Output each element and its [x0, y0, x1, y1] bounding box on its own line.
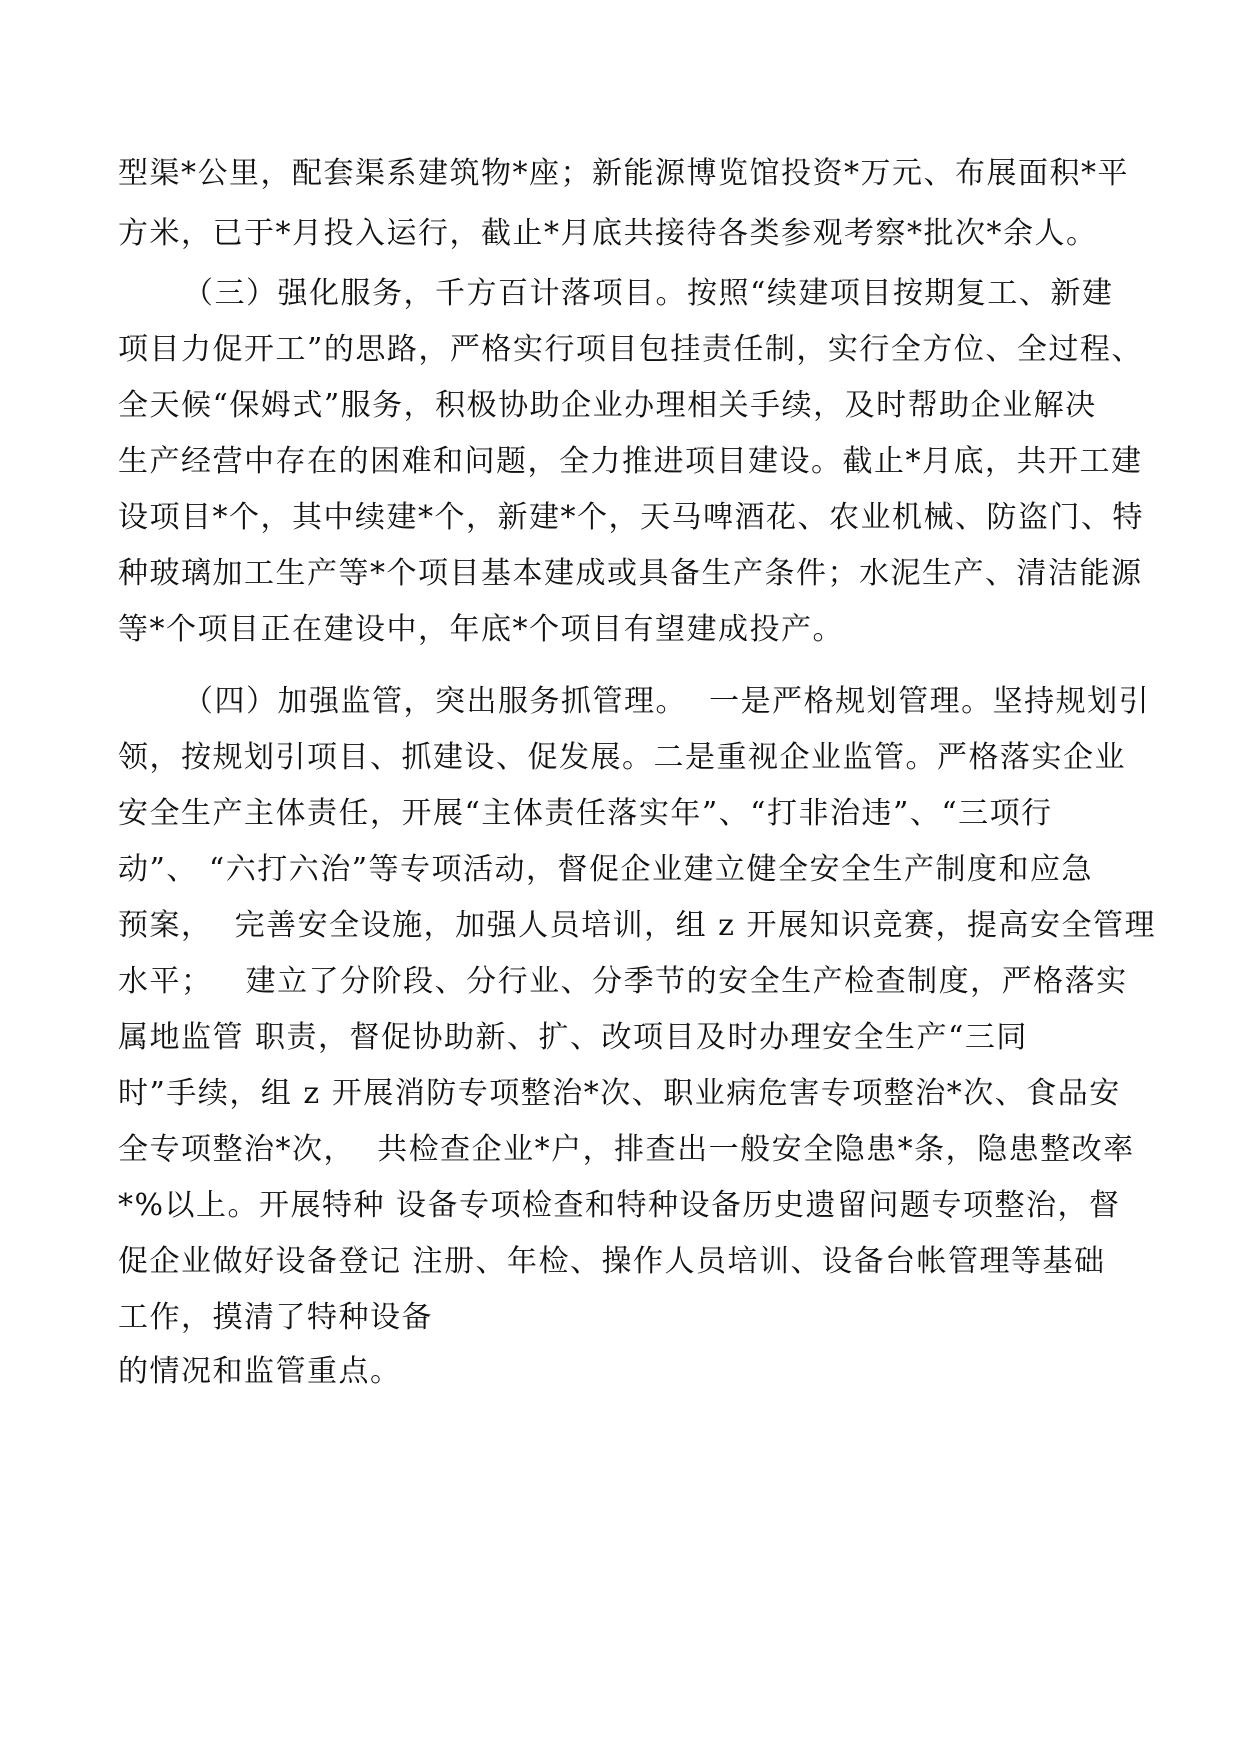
- text-line: 属地监管 职责，督促协助新、扩、改项目及时办理安全生产“三同: [118, 1020, 1028, 1055]
- text-line: 促企业做好设备登记 注册、年检、操作人员培训、设备台帐管理等基础: [118, 1244, 1106, 1279]
- text-line: 全专项整治*次， 共检查企业*户，排查出一般安全隐患*条，隐患整改率: [118, 1132, 1135, 1167]
- text-line: 种玻璃加工生产等*个项目基本建成或具备生产条件；水泥生产、清洁能源: [118, 556, 1143, 591]
- text-line: 水平； 建立了分阶段、分行业、分季节的安全生产检查制度，严格落实: [118, 964, 1128, 999]
- text-line: 安全生产主体责任，开展“主体责任落实年”、“打非治违”、“三项行: [118, 796, 1053, 831]
- text-line: 动”、 “六打六治”等专项活动，督促企业建立健全安全生产制度和应急: [118, 852, 1094, 887]
- text-line: 项目力促开工”的思路，严格实行项目包挂责任制，实行全方位、全过程、: [118, 332, 1143, 367]
- text-line: 型渠*公里，配套渠系建筑物*座；新能源博览馆投资*万元、布展面积*平: [118, 156, 1129, 191]
- text-line: 的情况和监管重点。: [118, 1354, 402, 1389]
- text-line: 方米，已于*月投入运行，截止*月底共接待各类参观考察*批次*余人。: [118, 216, 1098, 251]
- text-line: *%以上。开展特种 设备专项检查和特种设备历史遗留问题专项整治，督: [118, 1188, 1121, 1223]
- text-line: 全天候“保姆式”服务，积极协助企业办理相关手续，及时帮助企业解决: [118, 388, 1097, 423]
- text-line: 时”手续，组 z 开展消防专项整治*次、职业病危害专项整治*次、食品安: [118, 1076, 1121, 1111]
- text-line: 等*个项目正在建设中，年底*个项目有望建成投产。: [118, 612, 844, 647]
- section-three-heading-line: （三）强化服务，千方百计落项目。按照“续建项目按期复工、新建: [183, 276, 1114, 311]
- text-line: 工作，摸清了特种设备: [118, 1300, 433, 1335]
- text-line: 设项目*个，其中续建*个，新建*个，天马啤酒花、农业机械、防盗门、特: [118, 500, 1144, 535]
- text-line: 预案， 完善安全设施，加强人员培训，组 z 开展知识竞赛，提高安全管理: [118, 908, 1156, 943]
- section-four-heading-line: （四）加强监管，突出服务抓管理。 一是严格规划管理。坚持规划引: [183, 684, 1151, 719]
- text-line: 领，按规划引项目、抓建设、促发展。二是重视企业监管。严格落实企业: [118, 740, 1126, 775]
- text-line: 生产经营中存在的困难和问题，全力推进项目建设。截止*月底，共开工建: [118, 444, 1143, 479]
